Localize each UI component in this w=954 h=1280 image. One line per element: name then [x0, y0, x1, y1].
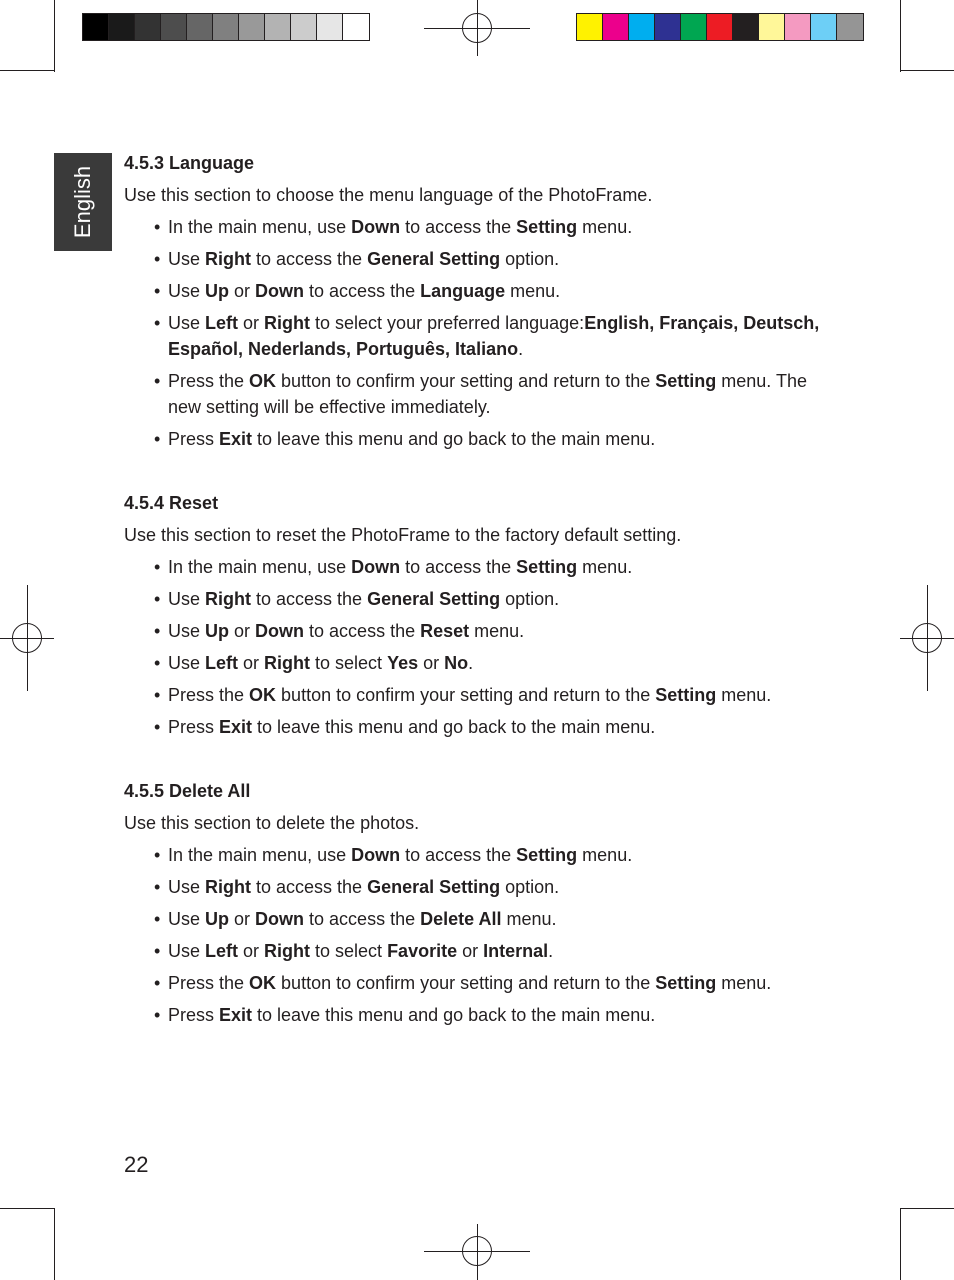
bold-term: OK — [249, 685, 277, 705]
text-run: or — [229, 909, 256, 929]
section-language — [124, 150, 844, 452]
text-run: or — [229, 281, 256, 301]
crop-mark — [900, 1208, 901, 1280]
text-run: to leave this menu and go back to the main menu. — [252, 429, 656, 449]
text-run: Use — [168, 313, 206, 333]
instruction-item — [124, 426, 844, 452]
text-run: or — [229, 621, 256, 641]
section-intro: Use this section to reset the PhotoFrame to the factory default setting. — [124, 525, 682, 545]
text-run: Use — [168, 281, 206, 301]
text-run: menu. — [577, 217, 633, 237]
bold-term: Up — [205, 621, 230, 641]
color-swatch — [343, 14, 369, 40]
text-run: Press the — [168, 371, 250, 391]
text-run: to leave this menu and go back to the main menu. — [252, 1005, 656, 1025]
text-run: Use — [168, 877, 206, 897]
instruction-list — [124, 554, 844, 740]
color-swatch — [785, 14, 811, 40]
bold-term: English, Français, Deutsch, Español, Nederlands, Português, Italiano — [168, 313, 820, 359]
text-run: menu. — [501, 909, 557, 929]
color-swatch — [837, 14, 863, 40]
bold-term: Setting — [655, 685, 717, 705]
text-run: or — [238, 941, 265, 961]
bold-term: Exit — [219, 717, 253, 737]
text-run: Press — [168, 717, 220, 737]
bold-term: Exit — [219, 429, 253, 449]
instruction-item — [124, 618, 844, 644]
bold-term: Up — [205, 281, 230, 301]
color-swatch — [733, 14, 759, 40]
color-swatch — [759, 14, 785, 40]
color-swatch — [577, 14, 603, 40]
text-run: button to confirm your setting and return to the — [276, 685, 656, 705]
text-run: to access the — [400, 217, 517, 237]
text-run: In the main menu, use — [168, 845, 352, 865]
color-swatch — [655, 14, 681, 40]
text-run: In the main menu, use — [168, 217, 352, 237]
text-run: to select — [310, 941, 388, 961]
bold-term: Exit — [219, 1005, 253, 1025]
bold-term: Right — [264, 941, 311, 961]
text-run: Use — [168, 653, 206, 673]
text-run: to access the — [400, 845, 517, 865]
instruction-item — [124, 650, 844, 676]
bold-term: Left — [205, 653, 239, 673]
bold-term: Right — [205, 877, 251, 897]
text-run: Press the — [168, 973, 250, 993]
text-run: . — [548, 941, 554, 961]
bold-term: General Setting — [367, 249, 501, 269]
registration-mark-circle — [12, 623, 42, 653]
section-heading: 4.5.3 Language — [124, 153, 255, 173]
grayscale-color-bar — [82, 13, 370, 41]
text-run: menu. — [505, 281, 561, 301]
instruction-item — [124, 906, 844, 932]
section-intro: Use this section to delete the photos. — [124, 813, 420, 833]
instruction-item — [124, 682, 844, 708]
color-swatch — [811, 14, 837, 40]
text-run: In the main menu, use — [168, 557, 352, 577]
instruction-list — [124, 842, 844, 1028]
bold-term: Setting — [516, 217, 578, 237]
registration-mark-circle — [462, 13, 492, 43]
color-swatch — [83, 14, 109, 40]
color-swatch — [161, 14, 187, 40]
page-content — [124, 150, 844, 1066]
crop-mark — [0, 70, 54, 71]
bold-term: OK — [249, 973, 277, 993]
text-run: Use — [168, 621, 206, 641]
instruction-item — [124, 970, 844, 996]
text-run: Use — [168, 589, 206, 609]
instruction-item — [124, 246, 844, 272]
section-heading: 4.5.4 Reset — [124, 493, 219, 513]
section-heading: 4.5.5 Delete All — [124, 781, 251, 801]
color-swatch — [317, 14, 343, 40]
text-run: menu. — [716, 685, 772, 705]
text-run: to select — [310, 653, 388, 673]
text-run: to leave this menu and go back to the main menu. — [252, 717, 656, 737]
text-run: or — [238, 313, 265, 333]
color-swatch — [213, 14, 239, 40]
text-run: menu. — [716, 973, 772, 993]
bold-term: Right — [264, 653, 311, 673]
text-run: . — [468, 653, 474, 673]
text-run: or — [238, 653, 265, 673]
text-run: menu. The new setting will be effective immediately. — [168, 371, 807, 417]
text-run: option. — [500, 249, 560, 269]
bold-term: Language — [420, 281, 506, 301]
bold-term: Setting — [655, 371, 717, 391]
text-run: Press — [168, 1005, 220, 1025]
bold-term: Setting — [655, 973, 717, 993]
crop-mark — [900, 1208, 954, 1209]
registration-mark-circle — [462, 1236, 492, 1266]
bold-term: Down — [351, 845, 401, 865]
bold-term: Down — [351, 217, 401, 237]
instruction-item — [124, 586, 844, 612]
text-run: Use — [168, 249, 206, 269]
text-run: to access the — [251, 877, 368, 897]
bold-term: General Setting — [367, 877, 501, 897]
color-swatch — [629, 14, 655, 40]
bold-term: Setting — [516, 557, 578, 577]
instruction-item — [124, 368, 844, 420]
color-swatch — [109, 14, 135, 40]
bold-term: Down — [351, 557, 401, 577]
instruction-item — [124, 554, 844, 580]
instruction-item — [124, 1002, 844, 1028]
bold-term: Down — [255, 621, 305, 641]
text-run: Press the — [168, 685, 250, 705]
bold-term: Right — [205, 589, 251, 609]
instruction-item — [124, 938, 844, 964]
text-run: to select your preferred language: — [310, 313, 585, 333]
instruction-item — [124, 874, 844, 900]
crop-mark — [54, 1208, 55, 1280]
text-run: option. — [500, 589, 560, 609]
section-intro: Use this section to choose the menu language of the PhotoFrame. — [124, 185, 653, 205]
language-side-tab — [54, 153, 112, 251]
bold-term: Internal — [483, 941, 549, 961]
text-run: menu. — [577, 845, 633, 865]
bold-term: Down — [255, 281, 305, 301]
section-reset — [124, 490, 844, 740]
text-run: Use — [168, 909, 206, 929]
instruction-item — [124, 278, 844, 304]
text-run: menu. — [577, 557, 633, 577]
bold-term: OK — [249, 371, 277, 391]
process-color-bar — [576, 13, 864, 41]
color-swatch — [707, 14, 733, 40]
bold-term: General Setting — [367, 589, 501, 609]
text-run: to access the — [251, 589, 368, 609]
text-run: Press — [168, 429, 220, 449]
bold-term: Delete All — [420, 909, 502, 929]
instruction-item — [124, 214, 844, 240]
text-run: to access the — [304, 621, 421, 641]
bold-term: No — [444, 653, 469, 673]
text-run: button to confirm your setting and return to the — [276, 371, 656, 391]
text-run: to access the — [400, 557, 517, 577]
instruction-item — [124, 842, 844, 868]
side-tab-label: English — [70, 165, 95, 239]
bold-term: Reset — [420, 621, 470, 641]
color-swatch — [291, 14, 317, 40]
crop-mark — [900, 70, 954, 71]
bold-term: Right — [264, 313, 311, 333]
color-swatch — [135, 14, 161, 40]
text-run: Use — [168, 941, 206, 961]
bold-term: Down — [255, 909, 305, 929]
color-swatch — [681, 14, 707, 40]
text-run: option. — [500, 877, 560, 897]
bold-term: Left — [205, 313, 239, 333]
crop-mark — [54, 0, 55, 72]
crop-mark — [0, 1208, 54, 1209]
text-run: or — [418, 653, 445, 673]
bold-term: Favorite — [387, 941, 458, 961]
instruction-item — [124, 714, 844, 740]
text-run: to access the — [304, 909, 421, 929]
color-swatch — [239, 14, 265, 40]
instruction-list — [124, 214, 844, 452]
bold-term: Right — [205, 249, 251, 269]
text-run: or — [457, 941, 484, 961]
text-run: button to confirm your setting and return to the — [276, 973, 656, 993]
color-swatch — [187, 14, 213, 40]
instruction-item — [124, 310, 844, 362]
text-run: to access the — [251, 249, 368, 269]
section-delete-all — [124, 778, 844, 1028]
color-swatch — [265, 14, 291, 40]
page-number: 22 — [124, 1152, 149, 1177]
color-swatch — [603, 14, 629, 40]
text-run: . — [518, 339, 524, 359]
bold-term: Up — [205, 909, 230, 929]
bold-term: Yes — [387, 653, 419, 673]
registration-mark-circle — [912, 623, 942, 653]
crop-mark — [900, 0, 901, 72]
bold-term: Setting — [516, 845, 578, 865]
text-run: to access the — [304, 281, 421, 301]
text-run: menu. — [469, 621, 525, 641]
bold-term: Left — [205, 941, 239, 961]
